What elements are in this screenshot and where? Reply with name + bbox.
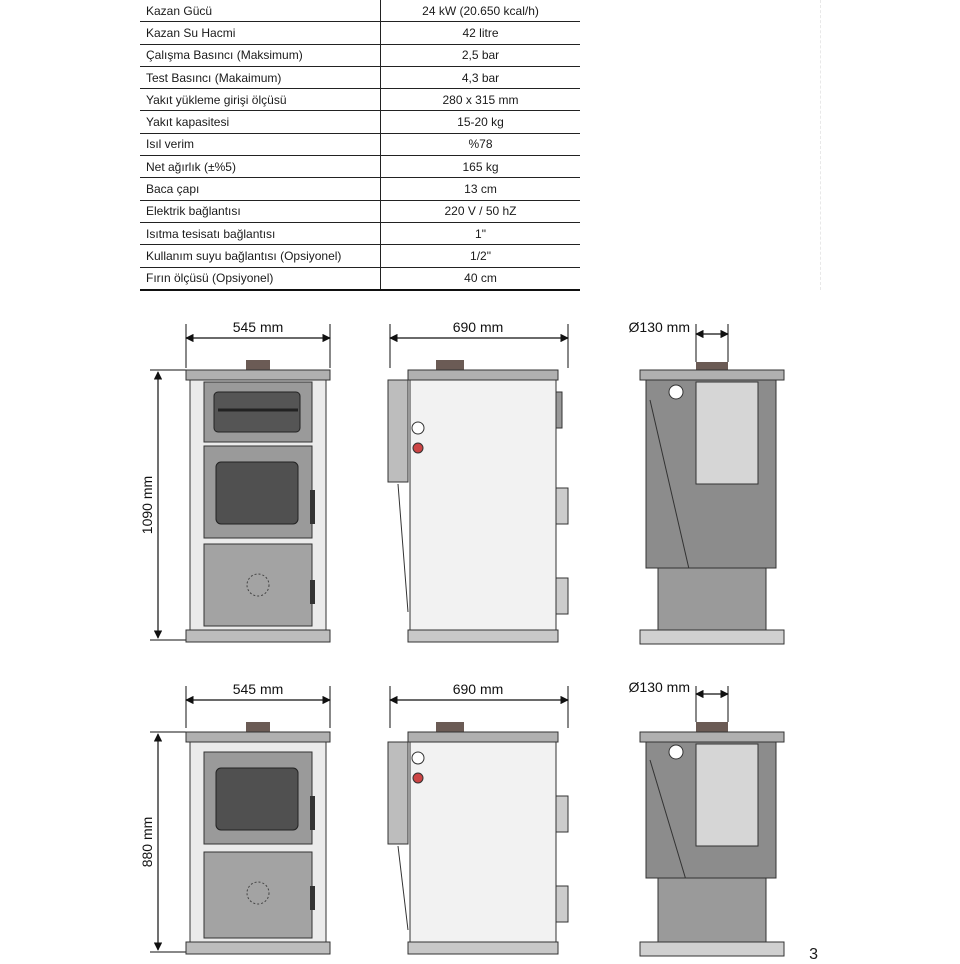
spec-value: 42 litre [381,22,581,44]
side-view-short [388,681,568,954]
door-latch [310,490,315,524]
spec-label: Elektrik bağlantısı [140,200,381,222]
stove-base [640,630,784,644]
spec-value: %78 [381,133,581,155]
stove-top-plate [408,732,558,742]
flue-collar [436,360,464,370]
technical-drawings [0,300,960,960]
side-view-tall [388,319,568,642]
spec-value: 280 x 315 mm [381,89,581,111]
pipe-connection [556,886,568,922]
spec-row [140,22,580,44]
thermometer-gauge [412,752,424,764]
spec-value: 24 kW (20.650 kcal/h) [381,0,581,22]
height-dimension-label: 880 mm [139,816,155,868]
page-number: 3 [809,946,818,963]
stove-side-panel [410,742,556,942]
spec-row [140,156,580,178]
control-box [388,742,408,844]
spec-label: Yakıt kapasitesi [140,111,381,133]
stove-base [408,630,558,642]
spec-row [140,178,580,200]
front-view-short [139,681,330,954]
ash-door [204,852,312,938]
pump-assembly [696,382,758,484]
spec-row [140,245,580,267]
stove-top-plate [186,732,330,742]
spec-label: Isıtma tesisatı bağlantısı [140,222,381,244]
spec-row [140,66,580,88]
flue-collar [246,360,270,370]
spec-row [140,133,580,155]
spec-label: Kazan Su Hacmi [140,22,381,44]
depth-dimension-label: 690 mm [452,681,504,697]
rear-view-tall [629,319,784,644]
fire-door-window [216,768,298,830]
spec-value: 15-20 kg [381,111,581,133]
rear-handle [556,392,562,428]
flue-collar [696,722,728,732]
flue-collar [246,722,270,732]
thermometer-gauge [669,385,683,399]
spec-row [140,111,580,133]
stove-side-panel [410,380,556,630]
spec-value: 1" [381,222,581,244]
spec-label: Test Basıncı (Makaimum) [140,66,381,88]
oven-window [214,392,300,432]
flue-dimension-label: Ø130 mm [628,319,690,335]
stove-base [408,942,558,954]
pipe-connection [556,578,568,614]
spec-row [140,200,580,222]
flue-dimension-label: Ø130 mm [628,679,690,695]
spec-row [140,89,580,111]
thermometer-gauge [412,422,424,434]
spec-label: Kullanım suyu bağlantısı (Opsiyonel) [140,245,381,267]
spec-label: Çalışma Basıncı (Maksimum) [140,44,381,66]
stove-base [186,630,330,642]
spec-value: 13 cm [381,178,581,200]
spec-row [140,44,580,66]
spec-value: 4,3 bar [381,66,581,88]
spec-value: 220 V / 50 hZ [381,200,581,222]
pump-connector [413,773,423,783]
stove-base [640,942,784,956]
control-box [388,380,408,482]
specifications-table [140,0,580,291]
power-cable [398,484,408,612]
spec-label: Net ağırlık (±%5) [140,156,381,178]
spec-label: Kazan Gücü [140,0,381,22]
spec-row [140,222,580,244]
spec-row [140,0,580,22]
door-latch [310,886,315,910]
height-dimension-label: 1090 mm [139,475,155,535]
stove-top-plate [408,370,558,380]
spec-label: Yakıt yükleme girişi ölçüsü [140,89,381,111]
spec-value: 1/2" [381,245,581,267]
stove-top-plate [186,370,330,380]
door-latch [310,580,315,604]
pump-connector [413,443,423,453]
pump-assembly [696,744,758,846]
front-view-tall [139,319,330,642]
page-edge-rule [820,0,821,290]
spec-label: Fırın ölçüsü (Opsiyonel) [140,267,381,290]
stove-top-plate [640,370,784,380]
thermometer-gauge [669,745,683,759]
width-dimension-label: 545 mm [232,319,284,335]
ash-door [204,544,312,626]
stove-top-plate [640,732,784,742]
fire-door-window [216,462,298,524]
spec-label: Baca çapı [140,178,381,200]
door-latch [310,796,315,830]
pipe-connection [556,796,568,832]
spec-label: Isıl verim [140,133,381,155]
power-cable [398,846,408,930]
depth-dimension-label: 690 mm [452,319,504,335]
ash-drawer [658,568,766,630]
ash-drawer [658,878,766,942]
stove-base [186,942,330,954]
rear-view-short [629,679,784,956]
spec-row [140,267,580,290]
spec-value: 40 cm [381,267,581,290]
spec-value: 2,5 bar [381,44,581,66]
pipe-connection [556,488,568,524]
width-dimension-label: 545 mm [232,681,284,697]
flue-collar [436,722,464,732]
spec-value: 165 kg [381,156,581,178]
